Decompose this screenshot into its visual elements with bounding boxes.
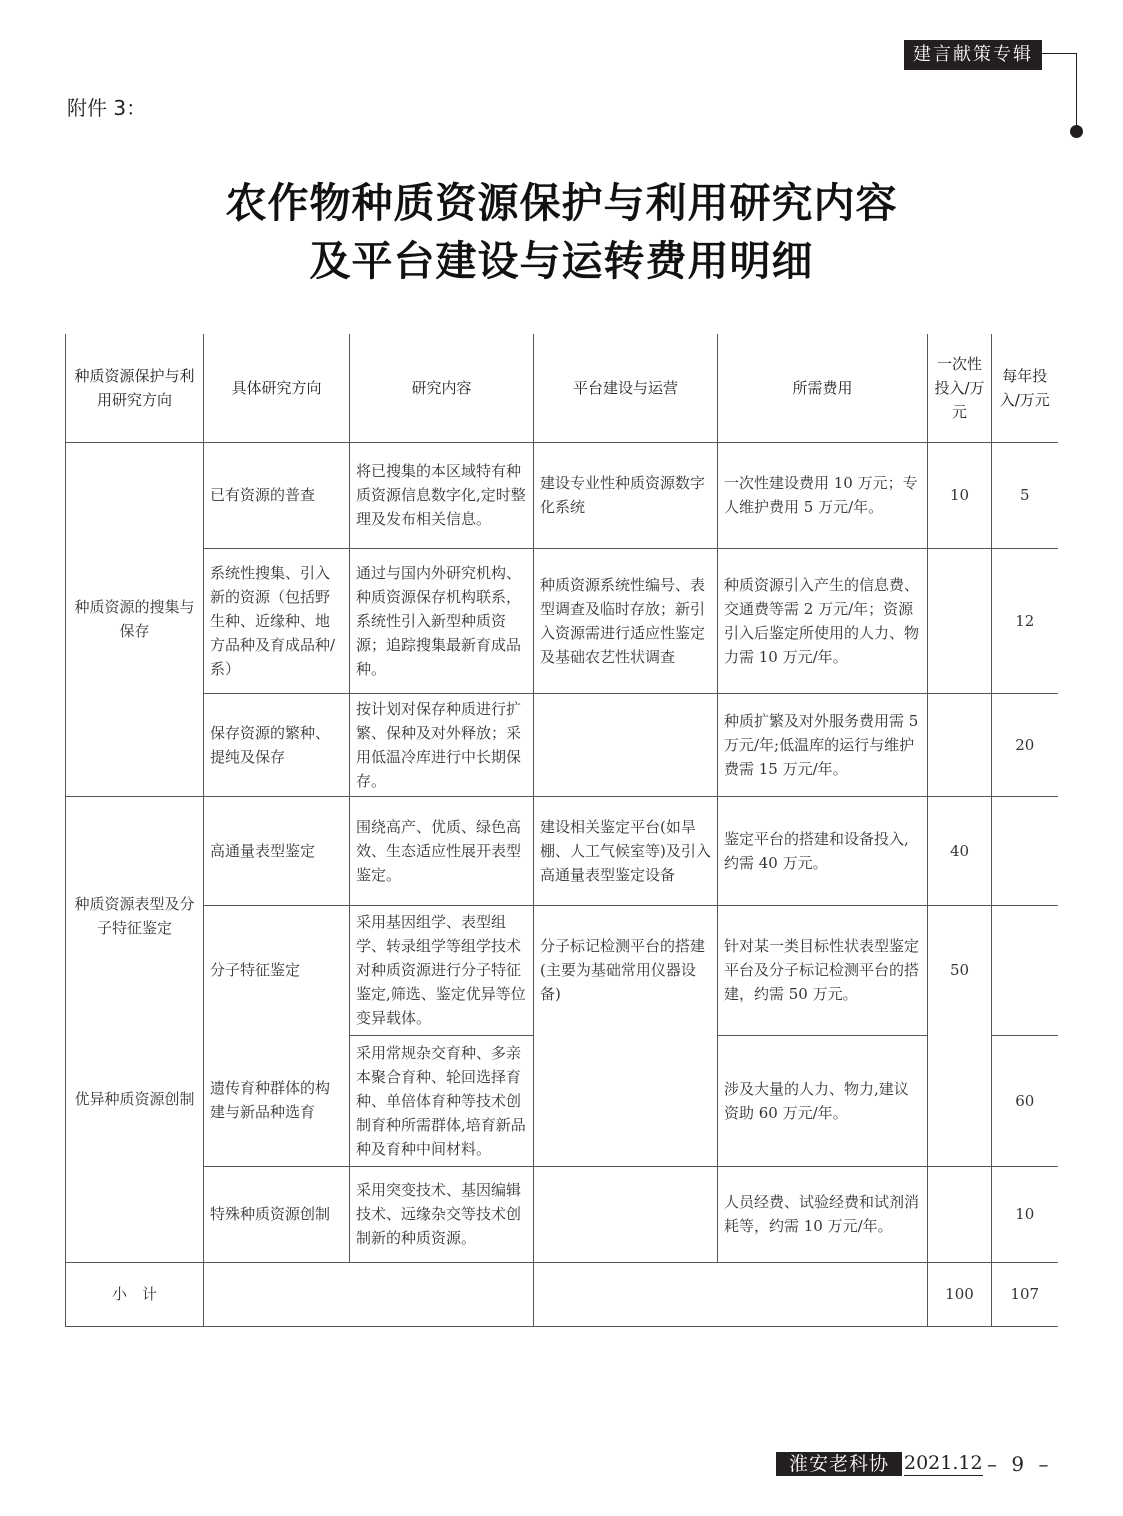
- subtotal-row: [66, 1262, 1058, 1326]
- header-cost: 所需费用: [718, 334, 928, 442]
- section-badge: 建言献策专辑: [904, 40, 1042, 70]
- header-rule-horizontal: [1042, 53, 1077, 54]
- header-specific: 具体研究方向: [204, 334, 350, 442]
- row-cost: 鉴定平台的搭建和设备投入,约需 40 万元。: [718, 796, 928, 905]
- row-annual: 20: [992, 693, 1058, 796]
- page-number: – 9 –: [987, 1452, 1053, 1476]
- row-cost: 种质资源引入产生的信息费、交通费等需 2 万元/年；资源引入后鉴定所使用的人力、物力需 10 万元/年。: [718, 548, 928, 693]
- table-row: [66, 442, 1058, 548]
- subtotal-empty-b: [534, 1262, 928, 1326]
- row-content: 按计划对保存种质进行扩繁、保种及对外释放；采用低温冷库进行中长期保存。: [350, 693, 534, 796]
- table-row: [66, 796, 1058, 905]
- attachment-label: 附件 3：: [67, 96, 147, 120]
- row-content: 将已搜集的本区域特有种质资源信息数字化,定时整理及发布相关信息。: [350, 442, 534, 548]
- row-content: 采用突变技术、基因编辑技术、远缘杂交等技术创制新的种质资源。: [350, 1166, 534, 1262]
- footer-publication: 淮安老科协: [776, 1452, 902, 1476]
- row-annual: [992, 796, 1058, 905]
- group-identification: 种质资源表型及分子特征鉴定: [66, 796, 204, 1035]
- row-specific: 特殊种质资源创制: [204, 1166, 350, 1262]
- row-cost: 涉及大量的人力、物力,建议资助 60 万元/年。: [718, 1035, 928, 1166]
- subtotal-annual: 107: [992, 1262, 1058, 1326]
- page-title-line1: 农作物种质资源保护与利用研究内容: [225, 179, 898, 227]
- row-platform: 建设专业性种质资源数字化系统: [534, 442, 718, 548]
- row-one-time: [928, 1166, 992, 1262]
- row-platform: [534, 693, 718, 796]
- row-one-time: [928, 1035, 992, 1166]
- header-one-time: 一次性投入/万元: [928, 334, 992, 442]
- row-platform: [534, 1035, 718, 1166]
- row-platform: 种质资源系统性编号、表型调查及临时存放；新引入资源需进行适应性鉴定及基础农艺性状调查: [534, 548, 718, 693]
- header-content: 研究内容: [350, 334, 534, 442]
- group-creation: 优异种质资源创制: [66, 1035, 204, 1262]
- row-one-time: [928, 693, 992, 796]
- row-cost: 种质扩繁及对外服务费用需 5 万元/年;低温库的运行与维护费需 15 万元/年。: [718, 693, 928, 796]
- header-rule-dot: [1070, 125, 1083, 138]
- group-collection: 种质资源的搜集与保存: [66, 442, 204, 796]
- row-one-time: [928, 548, 992, 693]
- table-row: [66, 693, 1058, 796]
- table-row: [66, 548, 1058, 693]
- row-specific: 保存资源的繁种、提纯及保存: [204, 693, 350, 796]
- row-content: 采用基因组学、表型组学、转录组学等组学技术对种质资源进行分子特征鉴定,筛选、鉴定优异等位变异载体。: [350, 905, 534, 1035]
- row-platform: 分子标记检测平台的搭建(主要为基础常用仪器设备): [534, 905, 718, 1035]
- subtotal-empty-a: [204, 1262, 534, 1326]
- table-row: [66, 905, 1058, 1035]
- row-annual: 60: [992, 1035, 1058, 1166]
- row-one-time: 10: [928, 442, 992, 548]
- table-row: [66, 1035, 1058, 1166]
- table-header-row: [66, 334, 1058, 442]
- footer-issue: 2021.12: [904, 1452, 983, 1474]
- row-annual: [992, 905, 1058, 1035]
- row-annual: 5: [992, 442, 1058, 548]
- row-one-time: 50: [928, 905, 992, 1035]
- subtotal-one-time: 100: [928, 1262, 992, 1326]
- row-one-time: 40: [928, 796, 992, 905]
- row-specific: 系统性搜集、引入新的资源（包括野生种、近缘种、地方品种及育成品种/系）: [204, 548, 350, 693]
- row-content: 围绕高产、优质、绿色高效、生态适应性展开表型鉴定。: [350, 796, 534, 905]
- row-cost: 人员经费、试验经费和试剂消耗等，约需 10 万元/年。: [718, 1166, 928, 1262]
- page-title-line2: 及平台建设与运转费用明细: [309, 237, 814, 285]
- table-row: [66, 1166, 1058, 1262]
- header-platform: 平台建设与运营: [534, 334, 718, 442]
- row-specific: 已有资源的普查: [204, 442, 350, 548]
- row-annual: 10: [992, 1166, 1058, 1262]
- row-content: 采用常规杂交育种、多亲本聚合育种、轮回选择育种、单倍体育种等技术创制育种所需群体,培育新品种及育种中间材料。: [350, 1035, 534, 1166]
- header-direction: 种质资源保护与利用研究方向: [66, 334, 204, 442]
- row-specific: 遗传育种群体的构建与新品种选育: [204, 1035, 350, 1166]
- header-rule-vertical: [1076, 53, 1077, 128]
- row-specific: 分子特征鉴定: [204, 905, 350, 1035]
- row-specific: 高通量表型鉴定: [204, 796, 350, 905]
- row-annual: 12: [992, 548, 1058, 693]
- row-cost: 针对某一类目标性状表型鉴定平台及分子标记检测平台的搭建，约需 50 万元。: [718, 905, 928, 1035]
- row-platform: [534, 1166, 718, 1262]
- row-content: 通过与国内外研究机构、种质资源保存机构联系，系统性引入新型种质资源；追踪搜集最新育成品种。: [350, 548, 534, 693]
- row-cost: 一次性建设费用 10 万元；专人维护费用 5 万元/年。: [718, 442, 928, 548]
- row-platform: 建设相关鉴定平台(如旱棚、人工气候室等)及引入高通量表型鉴定设备: [534, 796, 718, 905]
- header-annual: 每年投入/万元: [992, 334, 1058, 442]
- cost-detail-table: [65, 334, 1058, 1327]
- subtotal-label: 小 计: [66, 1262, 204, 1326]
